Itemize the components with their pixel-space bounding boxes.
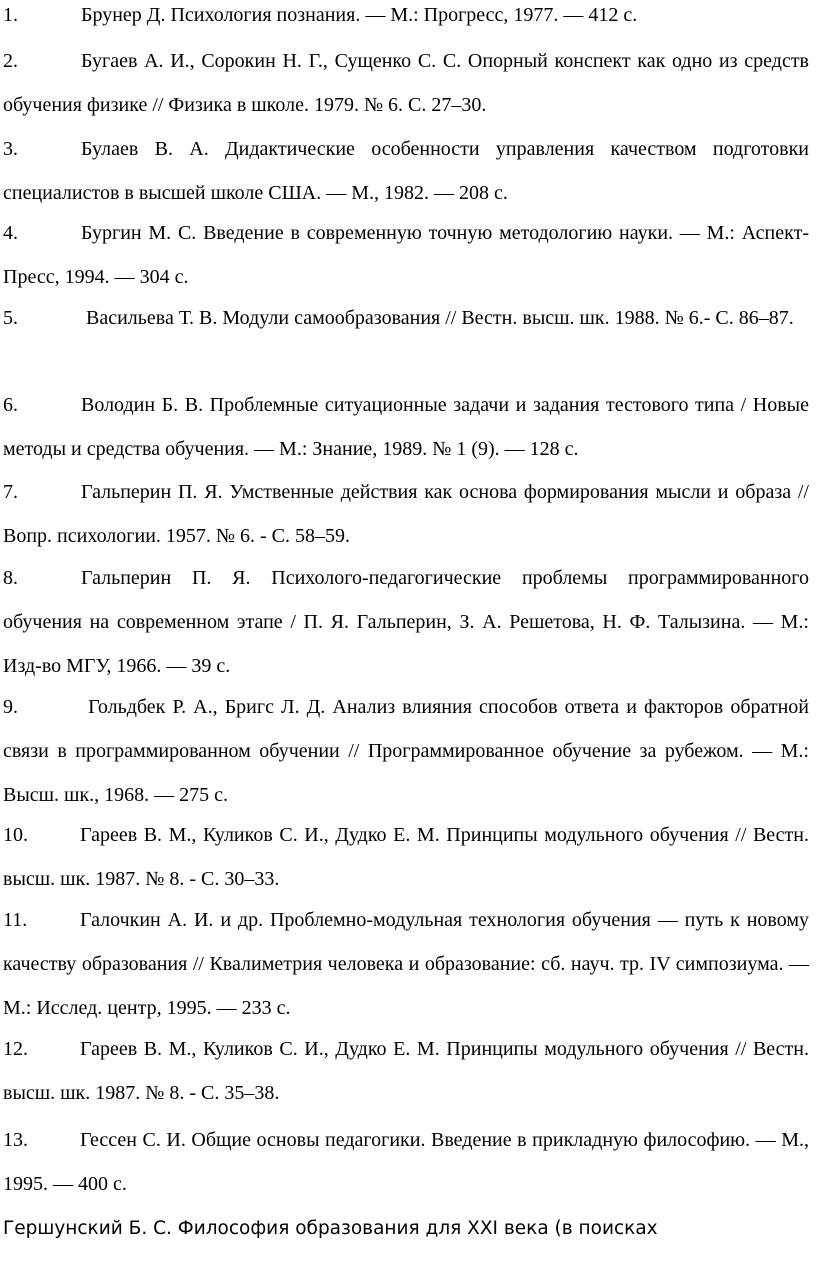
reference-item bbox=[3, 556, 809, 688]
reference-text: Гольдбек Р. А., Бригс Л. Д. Анализ влияния способов ответа и факторов обратной связи в программированном обучении // Программированное обучение за рубежом. — М.: Высш. шк., 1968. — 275 с. bbox=[3, 696, 809, 806]
reference-number: 5. bbox=[3, 307, 18, 329]
reference-item bbox=[3, 39, 809, 127]
reference-number: 11. bbox=[3, 909, 28, 931]
reference-text: Гессен С. И. Общие основы педагогики. Введение в прикладную философию. — М., 1995. — 400 с. bbox=[3, 1129, 809, 1195]
reference-item bbox=[3, 898, 809, 1030]
reference-item bbox=[3, 1027, 809, 1115]
reference-item bbox=[3, 127, 809, 215]
reference-item bbox=[3, 211, 809, 299]
reference-text: Гальперин П. Я. Умственные действия как основа формирования мысли и образа // Вопр. психологии. 1957. № 6. - С. 58–59. bbox=[3, 481, 809, 547]
reference-text: Булаев В. А. Дидактические особенности управления качеством подготовки специалистов в высшей школе США. — М., 1982. — 208 с. bbox=[3, 138, 809, 204]
reference-text: Володин Б. В. Проблемные ситуационные задачи и задания тестового типа / Новые методы и средства обучения. — М.: Знание, 1989. № 1 (9). — 128 с. bbox=[3, 394, 809, 460]
reference-item bbox=[3, 1118, 809, 1206]
reference-text: Бугаев А. И., Сорокин Н. Г., Сущенко С. С. Опорный конспект как одно из средств обучения физике // Физика в школе. 1979. № 6. С. 27–30. bbox=[3, 50, 809, 116]
reference-item bbox=[3, 813, 809, 901]
trailing-reference-line: Гершунский Б. С. Философия образования для XXI века (в поисках bbox=[3, 1218, 658, 1239]
reference-number: 2. bbox=[3, 50, 18, 72]
reference-number: 12. bbox=[3, 1038, 28, 1060]
reference-number: 1. bbox=[3, 4, 18, 26]
reference-text: Брунер Д. Психология познания. — М.: Прогресс, 1977. — 412 с. bbox=[81, 4, 638, 26]
reference-item bbox=[3, 685, 809, 817]
reference-number: 13. bbox=[3, 1129, 28, 1151]
reference-item bbox=[3, 296, 809, 340]
reference-number: 7. bbox=[3, 481, 18, 503]
reference-text: Гальперин П. Я. Психолого-педагогические проблемы программированного обучения на современном этапе / П. Я. Гальперин, З. А. Решетова, Н. Ф. Талызина. — М.: Изд-во МГУ, 1966. — 39 с. bbox=[3, 567, 809, 677]
reference-number: 10. bbox=[3, 824, 28, 846]
reference-item bbox=[3, 470, 809, 558]
reference-number: 6. bbox=[3, 394, 18, 416]
reference-item bbox=[3, 0, 809, 37]
reference-item bbox=[3, 383, 809, 471]
reference-number: 9. bbox=[3, 696, 18, 718]
reference-text: Бургин М. С. Введение в современную точную методологию науки. — М.: Аспект-Пресс, 1994. — 304 с. bbox=[3, 222, 809, 288]
reference-text: Галочкин А. И. и др. Проблемно-модульная технология обучения — путь к новому качеству образования // Квалиметрия человека и образование: сб. науч. тр. IV симпозиума. — М.: Исслед. центр, 1995. — 233 с. bbox=[3, 909, 809, 1019]
reference-number: 4. bbox=[3, 222, 18, 244]
reference-text: Гареев В. М., Куликов С. И., Дудко Е. М. Принципы модульного обучения // Вестн. высш. шк. 1987. № 8. - С. 30–33. bbox=[3, 824, 809, 890]
reference-text: Гареев В. М., Куликов С. И., Дудко Е. М. Принципы модульного обучения // Вестн. высш. шк. 1987. № 8. - С. 35–38. bbox=[3, 1038, 809, 1104]
reference-number: 3. bbox=[3, 138, 18, 160]
reference-text: Васильева Т. В. Модули самообразования // Вестн. высш. шк. 1988. № 6.- С. 86–87. bbox=[81, 307, 794, 329]
reference-number: 8. bbox=[3, 567, 18, 589]
